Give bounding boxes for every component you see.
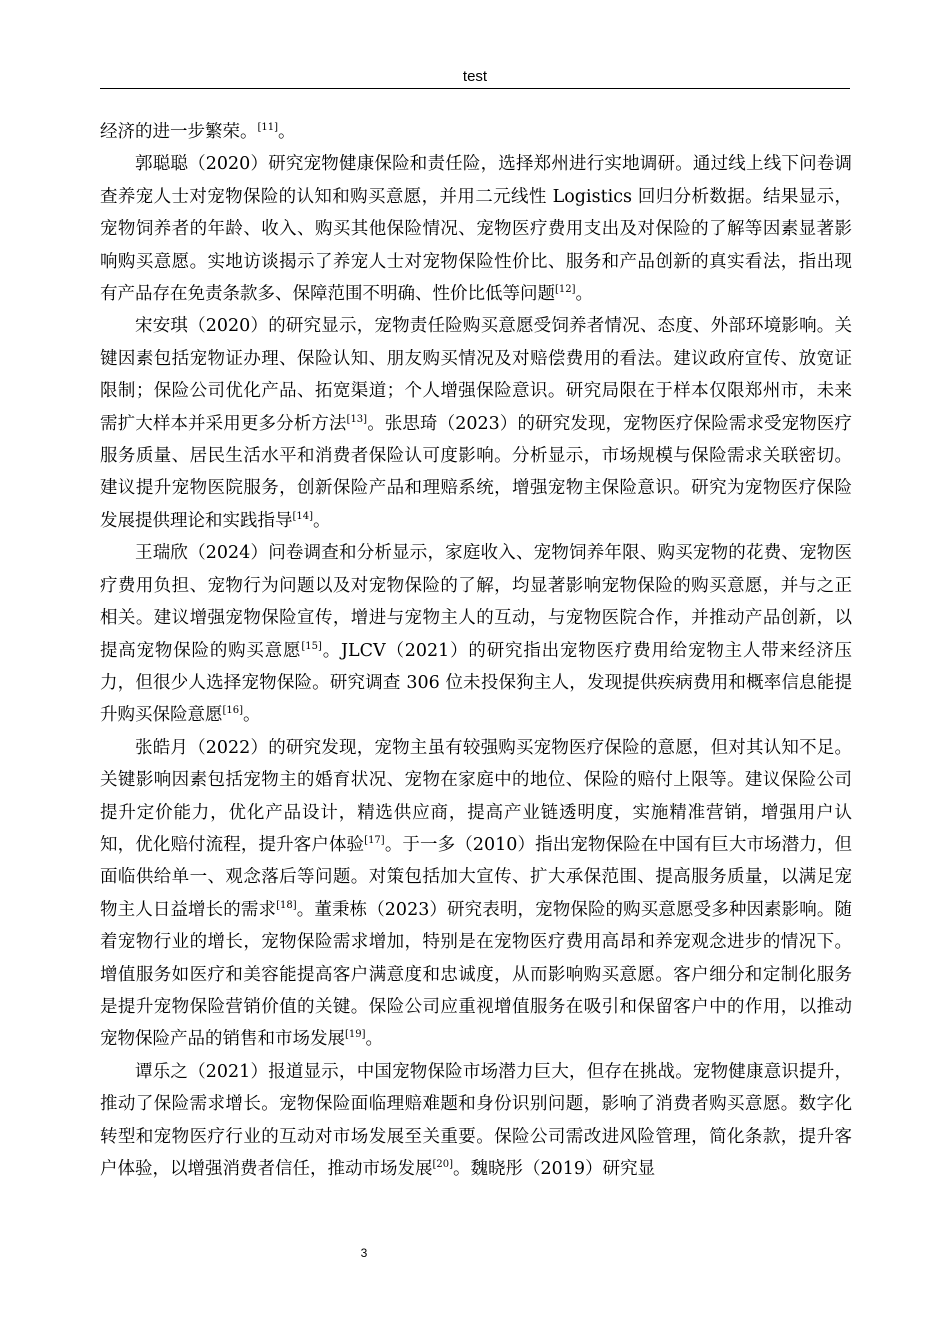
page-number: 3 (360, 1246, 368, 1260)
paragraph-text: 宋安琪（2020）的研究显示，宠物责任险购买意愿受饲养者情况、态度、外部环境影响。关键因素包括宠物证办理、保险认知、朋友购买情况及对赔偿费用的看法。建议政府宣传、放宽证限制；保险公司优化产品、拓宽渠道；个人增强保险意识。研究局限在于样本仅限郑州市，未来需扩大样本并采用更多分析方法 (100, 316, 852, 434)
paragraph-text: 。 (365, 1029, 384, 1050)
citation-reference: [15] (301, 640, 322, 652)
document-body (100, 116, 852, 1185)
page-header (100, 66, 850, 89)
paragraph-text: 王瑞欣（2024）问卷调查和分析显示，家庭收入、宠物饲养年限、购买宠物的花费、宠物医疗费用负担、宠物行为问题以及对宠物保险的了解，均显著影响宠物保险的购买意愿，并与之正相关。建议增强宠物保险宣传，增进与宠物主人的互动，与宠物医院合作，并推动产品创新，以提高宠物保险的购买意愿 (100, 543, 852, 661)
body-paragraph (100, 1056, 852, 1186)
paragraph-text: 张皓月（2022）的研究发现，宠物主虽有较强购买宠物医疗保险的意愿，但对其认知不足。关键影响因素包括宠物主的婚育状况、宠物在家庭中的地位、保险的赔付上限等。建议保险公司提升定价能力，优化产品设计，精选供应商，提高产业链透明度，实施精准营销，增强用户认知，优化赔付流程，提升客户体验 (100, 737, 852, 855)
paragraph-text: 经济的进一步繁荣。 (100, 122, 258, 142)
paragraph-text: 谭乐之（2021）报道显示，中国宠物保险市场潜力巨大，但存在挑战。宠物健康意识提升，推动了保险需求增长。宠物保险面临理赔难题和身份识别问题，影响了消费者购买意愿。数字化转型和宠物医疗行业的互动对市场发展至关重要。保险公司需改进风险管理，简化条款，提升客户体验，以增强消费者信任，推动市场发展 (100, 1061, 852, 1179)
paragraph-text: 。 (278, 122, 296, 142)
citation-reference: [17] (364, 835, 385, 847)
body-paragraph (100, 537, 852, 731)
header-title: test (462, 68, 488, 85)
body-paragraph (100, 116, 852, 148)
paragraph-text: 。魏晓彤（2019）研究显 (453, 1159, 656, 1179)
paragraph-text: 。于一多（2010）指出宠物保险在中国有巨大市场潜力，但面临供给单一、观念落后等问题。对策包括加大宣传、扩大承保范围、提高服务质量，以满足宠物主人日益增长的需求 (100, 834, 853, 920)
body-paragraph (100, 310, 852, 537)
paragraph-text: 郭聪聪（2020）研究宠物健康保险和责任险，选择郑州进行实地调研。通过线上线下问卷调查养宠人士对宠物保险的认知和购买意愿，并用二元线性 Logistics 回归分析数据。结果显示，宠物饲养者的年龄、收入、购买其他保险情况、宠物医疗费用支出及对保险的了解等因素显著影响购买意愿。实地访谈揭示了养宠人士对宠物保险性价比、服务和产品创新的真实看法，指出现有产品存在免责条款多、保障范围不明确、性价比低等问题 (100, 154, 852, 305)
body-paragraph (100, 732, 852, 1056)
citation-reference: [14] (292, 511, 314, 523)
citation-reference: [16] (222, 705, 244, 717)
citation-reference: [12] (555, 284, 576, 296)
body-paragraph (100, 148, 852, 310)
paragraph-text: 。 (575, 284, 594, 305)
citation-reference: [11] (257, 122, 279, 134)
citation-reference: [20] (432, 1159, 454, 1171)
citation-reference: [13] (346, 413, 368, 425)
paragraph-text: 。JLCV（2021）的研究指出宠物医疗费用给宠物主人带来经济压力，但很少人选择宠物保险。研究调查 306 位未投保狗主人，发现提供疾病费用和概率信息能提升购买保险意愿 (100, 640, 853, 726)
paragraph-text: 。张思琦（2023）的研究发现，宠物医疗保险需求受宠物医疗服务质量、居民生活水平和消费者保险认可度影响。分析显示，市场规模与保险需求关联密切。建议提升宠物医院服务，创新保险产品和理赔系统，增强宠物主保险意识。研究为宠物医疗保险发展提供理论和实践指导 (100, 413, 852, 531)
paragraph-text: 。 (243, 705, 261, 726)
paragraph-text: 。 (313, 510, 331, 531)
citation-reference: [18] (276, 899, 297, 911)
paragraph-text: 。董秉栋（2023）研究表明，宠物保险的购买意愿受多种因素影响。随着宠物行业的增长，宠物保险需求增加，特别是在宠物医疗费用高昂和养宠观念进步的情况下。增值服务如医疗和美容能提高客户满意度和忠诚度，从而影响购买意愿。客户细分和定制化服务是提升宠物保险营销价值的关键。保险公司应重视增值服务在吸引和保留客户中的作用，以推动宠物保险产品的销售和市场发展 (100, 899, 852, 1050)
citation-reference: [19] (345, 1029, 366, 1041)
